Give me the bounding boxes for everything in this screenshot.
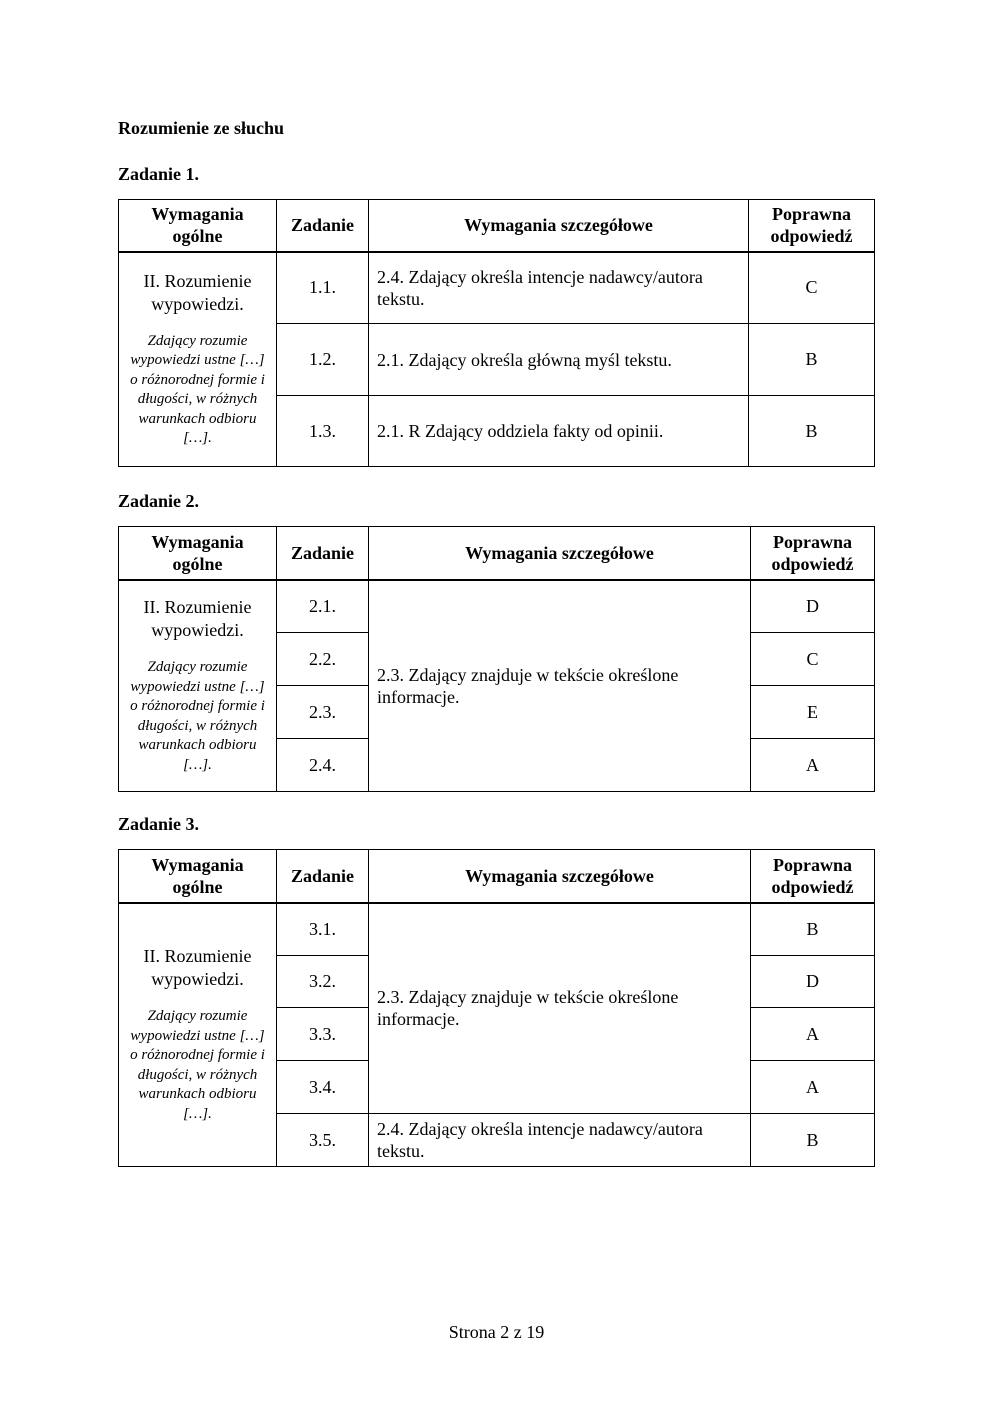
task-number: 2.4. <box>277 739 369 792</box>
header-task: Zadanie <box>277 527 369 580</box>
correct-answer: B <box>751 903 875 956</box>
header-task: Zadanie <box>277 200 369 252</box>
correct-answer: C <box>751 633 875 686</box>
task-number: 3.3. <box>277 1008 369 1061</box>
general-requirement <box>119 580 277 792</box>
task3-table <box>118 849 875 1167</box>
header-general: Wymagania ogólne <box>119 200 277 252</box>
general-requirement-title: II. Rozumienie wypowiedzi. <box>143 270 252 314</box>
header-detail: Wymagania szczegółowe <box>369 527 751 580</box>
task2-table <box>118 526 875 792</box>
task-number: 1.3. <box>277 396 369 467</box>
detail-requirement: 2.3. Zdający znajduje w tekście określone informacje. <box>369 580 751 792</box>
header-task: Zadanie <box>277 850 369 903</box>
general-requirement <box>119 903 277 1167</box>
detail-requirement: 2.1. Zdający określa główną myśl tekstu. <box>369 324 749 396</box>
correct-answer: D <box>751 580 875 633</box>
detail-requirement: 2.4. Zdający określa intencje nadawcy/autora tekstu. <box>369 252 749 324</box>
task-number: 2.1. <box>277 580 369 633</box>
task-number: 2.2. <box>277 633 369 686</box>
task1-table <box>118 199 875 467</box>
header-general: Wymagania ogólne <box>119 850 277 903</box>
task-number: 2.3. <box>277 686 369 739</box>
header-answer: Poprawna odpowiedź <box>751 527 875 580</box>
task3-title: Zadanie 3. <box>118 814 200 834</box>
header-detail: Wymagania szczegółowe <box>369 850 751 903</box>
task-number: 3.1. <box>277 903 369 956</box>
header-answer: Poprawna odpowiedź <box>749 200 875 252</box>
correct-answer: A <box>751 1061 875 1114</box>
general-requirement-title: II. Rozumienie wypowiedzi. <box>143 597 252 641</box>
header-answer: Poprawna odpowiedź <box>751 850 875 903</box>
general-requirement-title: II. Rozumienie wypowiedzi. <box>143 946 252 990</box>
correct-answer: E <box>751 686 875 739</box>
general-requirement-description: Zdający rozumie wypowiedzi ustne […] o różnorodnej formie i długości, w różnych warunkach odbioru […]. <box>130 659 265 773</box>
detail-requirement: 2.4. Zdający określa intencje nadawcy/autora tekstu. <box>369 1114 751 1167</box>
detail-requirement: 2.3. Zdający znajduje w tekście określone informacje. <box>369 903 751 1114</box>
task-number: 3.2. <box>277 956 369 1008</box>
task1-title: Zadanie 1. <box>118 164 200 184</box>
task-number: 3.4. <box>277 1061 369 1114</box>
section-heading: Rozumienie ze słuchu <box>118 118 284 138</box>
correct-answer: C <box>749 252 875 324</box>
page-number: Strona 2 z 19 <box>448 1322 545 1342</box>
correct-answer: B <box>751 1114 875 1167</box>
general-requirement-description: Zdający rozumie wypowiedzi ustne […] o różnorodnej formie i długości, w różnych warunkach odbioru […]. <box>130 332 265 447</box>
header-general: Wymagania ogólne <box>119 527 277 580</box>
task-number: 3.5. <box>277 1114 369 1167</box>
correct-answer: D <box>751 956 875 1008</box>
detail-requirement: 2.1. R Zdający oddziela fakty od opinii. <box>369 396 749 467</box>
correct-answer: A <box>751 739 875 792</box>
correct-answer: B <box>749 396 875 467</box>
task-number: 1.2. <box>277 324 369 396</box>
header-detail: Wymagania szczegółowe <box>369 200 749 252</box>
task2-title: Zadanie 2. <box>118 491 200 511</box>
task-number: 1.1. <box>277 252 369 324</box>
general-requirement-description: Zdający rozumie wypowiedzi ustne […] o różnorodnej formie i długości, w różnych warunkach odbioru […]. <box>130 1008 265 1122</box>
correct-answer: A <box>751 1008 875 1061</box>
correct-answer: B <box>749 324 875 396</box>
general-requirement <box>119 252 277 467</box>
